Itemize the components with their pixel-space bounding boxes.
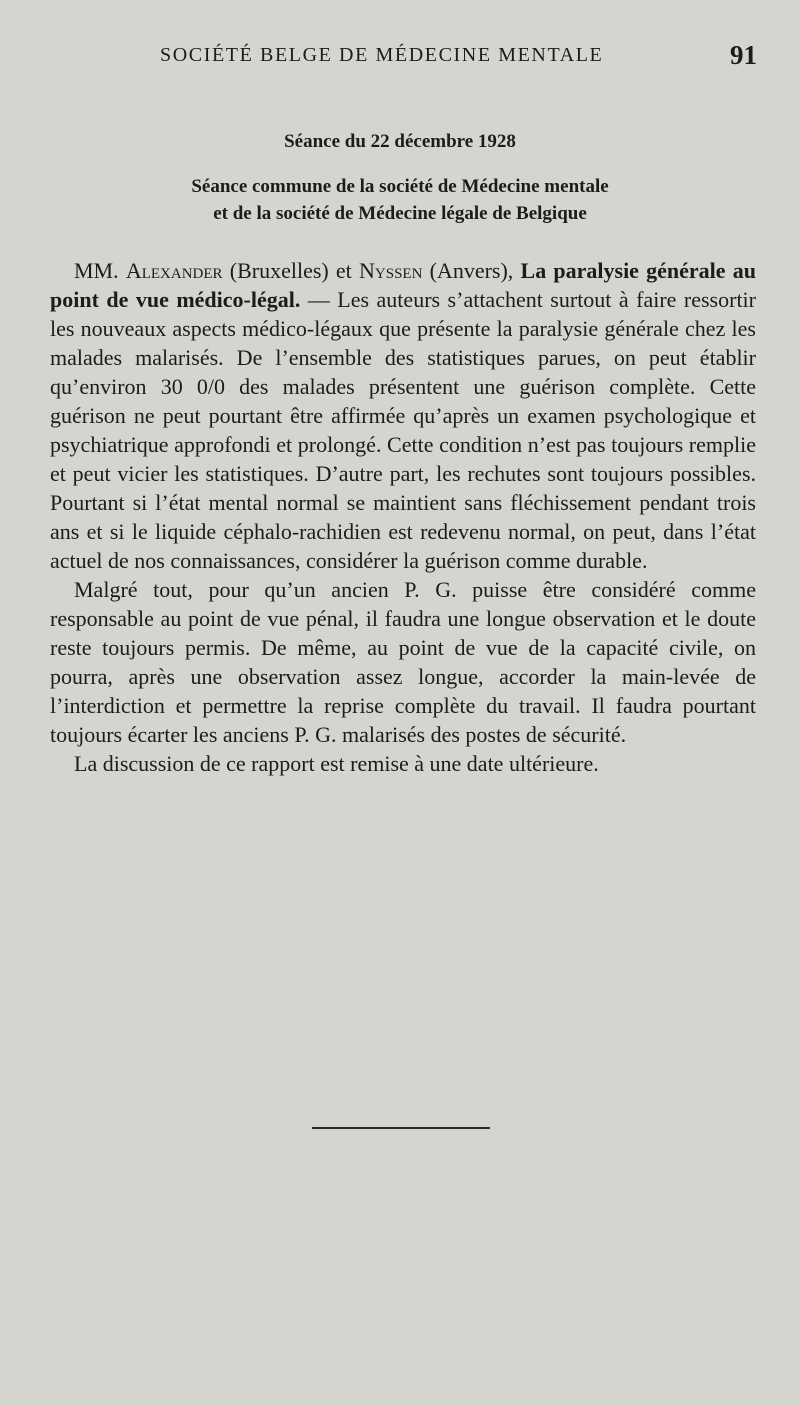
paragraph-1 <box>50 256 756 575</box>
paragraph-1-text: — Les auteurs s’attachent surtout à faire ressortir les nouveaux aspects médico-légaux que présente la paralysie générale chez les malades malarisés. De l’ensemble des statistiques parues, on peut établir qu’environ 30 0/0 des malades présentent une guérison complète. Cette guérison ne peut pourtant être affirmée qu’après un examen psychologique et psychiatrique approfondi et prolongé. Cette condition n’est pas toujours remplie et peut vicier les statistiques. D’autre part, les rechutes sont toujours possibles. Pourtant si l’état mental normal se maintient sans fléchissement pendant trois ans et si le liquide céphalo-rachidien est redevenu normal, on peut, dans l’état actuel de nos connaissances, considérer la guérison comme durable. <box>50 287 756 573</box>
paragraph-1-prefix: MM. <box>74 258 126 283</box>
running-title: SOCIÉTÉ BELGE DE MÉDECINE MENTALE <box>160 44 604 66</box>
session-date: Séance du 22 décembre 1928 <box>284 131 516 152</box>
running-head <box>0 40 800 80</box>
session-subtitle-line-2: et de la société de Médecine légale de Belgique <box>213 203 587 224</box>
author-alexander: Alexander <box>125 258 223 283</box>
section-divider-rule <box>312 1127 490 1129</box>
author-2-city: (Anvers), <box>422 258 521 283</box>
session-subtitle-line-1: Séance commune de la société de Médecine mentale <box>191 176 609 197</box>
page-number: 91 <box>730 40 757 70</box>
paragraph-2: Malgré tout, pour qu’un ancien P. G. puisse être considéré comme responsable au point de vue pénal, il faudra une longue observation et le doute reste toujours permis. De même, au point de vue de la capacité civile, on pourra, après une observation assez longue, accorder la main-levée de l’interdiction et permettre la reprise complète du travail. Il faudra pourtant toujours écarter les anciens P. G. malarisés des postes de sécurité. <box>50 577 756 747</box>
report-title: La paralysie générale au point de vue médico-légal. <box>50 258 756 312</box>
body-text <box>50 256 756 778</box>
author-1-city: (Bruxelles) et <box>222 258 359 283</box>
paragraph-3: La discussion de ce rapport est remise à une date ultérieure. <box>74 751 599 776</box>
author-nyssen: Nyssen <box>359 258 423 283</box>
